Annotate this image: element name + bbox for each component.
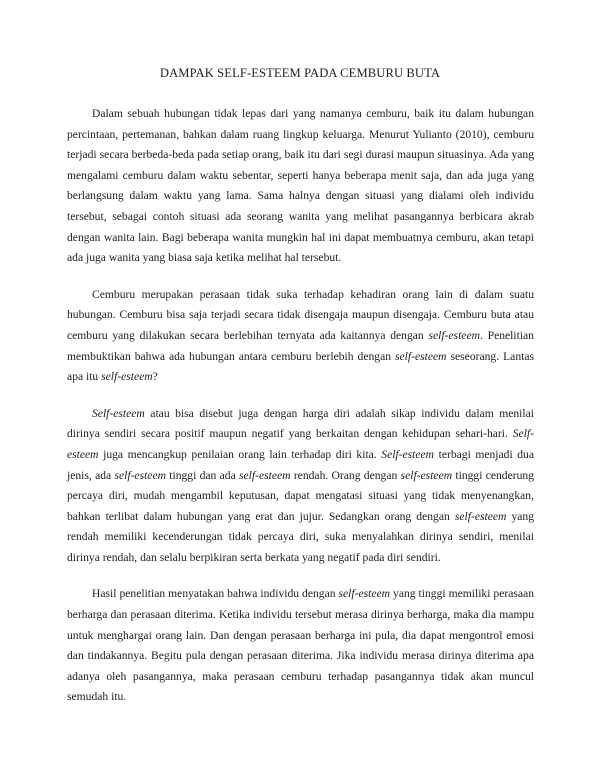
italic-term: self-esteem xyxy=(400,468,453,482)
paragraph-text: juga mencangkup penilaian orang lain terhadap diri kita. xyxy=(98,447,382,461)
italic-term: Self-esteem xyxy=(67,427,534,461)
paragraph-text: terbagi menjadi dua jenis, ada xyxy=(67,447,534,482)
document-title: DAMPAK SELF-ESTEEM PADA CEMBURU BUTA xyxy=(159,66,441,80)
paragraph-2 xyxy=(67,285,534,388)
paragraph-1 xyxy=(67,104,534,269)
paragraph-text: tinggi dan ada xyxy=(165,468,240,482)
italic-term: self-esteem xyxy=(338,587,391,601)
paragraph-text: yang rendah memiliki kecenderungan tidak percaya diri, suka menyalahkan dirinya sendiri, menilai dirinya rendah, dan selalu berpikiran serta berkata yang negatif pada diri sendiri. xyxy=(67,509,534,564)
document-body xyxy=(67,104,534,724)
paragraph-text: Hasil penelitian menyatakan bahwa individu dengan xyxy=(92,587,339,601)
italic-term: Self-esteem xyxy=(381,447,435,461)
italic-term: self-esteem xyxy=(395,349,447,363)
italic-term: self-esteem xyxy=(454,509,507,523)
italic-term: self-esteem xyxy=(114,468,166,482)
paragraph-text: seseorang. Lantas apa itu xyxy=(67,349,535,384)
italic-term: self-esteem xyxy=(239,468,291,482)
paragraph-4 xyxy=(67,584,534,708)
italic-term: self-esteem xyxy=(101,370,153,384)
paragraph-text: tinggi cenderung percaya diri, mudah mengambil keputusan, dapat mengatasi situasi yang tidak menyenangkan, bahkan terlibat dalam hubungan yang erat dan jujur. Sedangkan orang dengan xyxy=(67,468,535,523)
paragraph-text: Cemburu merupakan perasaan tidak suka terhadap kehadiran orang lain di dalam suatu hubungan. Cemburu bisa saja terjadi secara tidak disengaja maupun disengaja. Cemburu buta atau cemburu yang dilakukan secara berlebihan ternyata ada kaitannya dengan xyxy=(67,287,534,342)
paragraph-text: rendah. Orang dengan xyxy=(290,468,401,482)
paragraph-text: . Penelitian membuktikan bahwa ada hubungan antara cemburu berlebih dengan xyxy=(67,328,534,363)
paragraph-text: atau bisa disebut juga dengan harga diri adalah sikap individu dalam menilai dirinya sendiri secara positif maupun negatif yang berkaitan dengan kehidupan sehari-hari. xyxy=(67,406,534,441)
paragraph-3 xyxy=(67,404,534,569)
paragraph-text: ? xyxy=(152,370,158,384)
paragraph-text: Dalam sebuah hubungan tidak lepas dari yang namanya cemburu, baik itu dalam hubungan percintaan, pertemanan, bahkan dalam ruang lingkup keluarga. Menurut Yulianto (2010), cemburu terjadi secara berbeda-beda pada setiap orang, baik itu dari segi durasi maupun situasinya. Ada yang mengalami cemburu dalam waktu sebentar, seperti hanya beberapa menit saja, dan ada juga yang berlangsung dalam waktu yang lama. Sama halnya dengan situasi yang dialami oleh individu tersebut, sebagai contoh situasi ada seorang wanita yang melihat pasangannya berbicara akrab dengan wanita lain. Bagi beberapa wanita mungkin hal ini dapat membuatnya cemburu, akan tetapi ada juga wanita yang biasa saja ketika melihat hal tersebut. xyxy=(67,107,534,265)
italic-term: self-esteem xyxy=(428,328,480,342)
italic-term: Self-esteem xyxy=(92,406,145,420)
paragraph-text: yang tinggi memiliki perasaan berharga dan perasaan diterima. Ketika individu tersebut merasa dirinya berharga, maka dia mampu untuk menghargai orang lain. Dan dengan perasaan berharga ini pula, dia dapat mengontrol emosi dan tindakannya. Begitu pula dengan perasaan diterima. Jika individu merasa dirinya diterima apa adanya oleh pasangannya, maka perasaan cemburu terhadap pasangannya tidak akan muncul semudah itu. xyxy=(67,587,534,704)
